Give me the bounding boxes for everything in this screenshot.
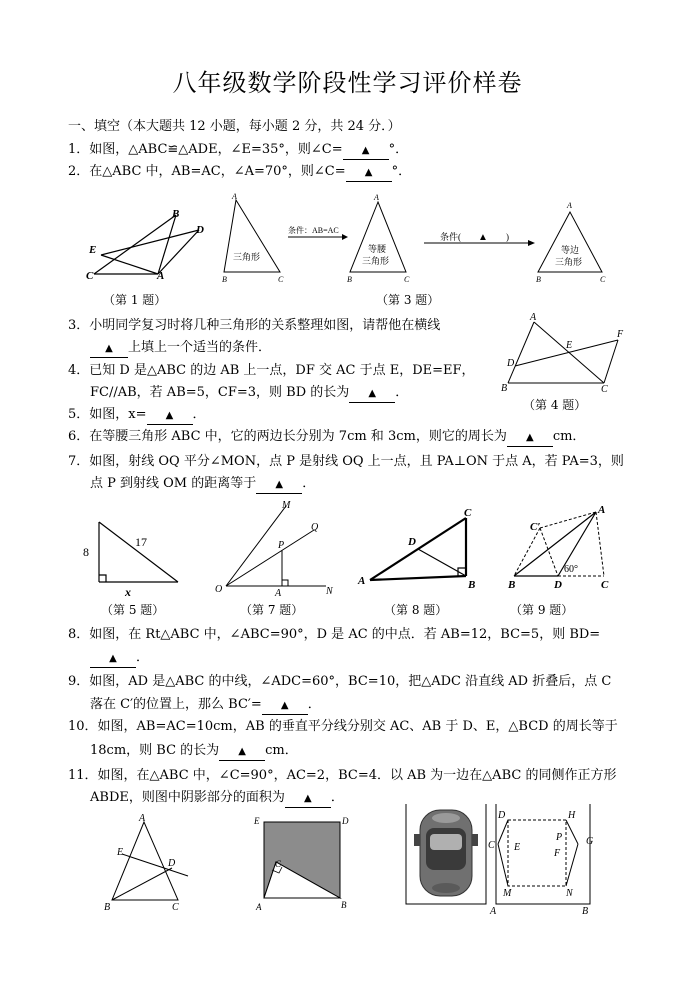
q3-tail: 上填上一个适当的条件． bbox=[128, 340, 272, 355]
question-11-line2 bbox=[90, 789, 344, 808]
fig10-label-A: A bbox=[139, 813, 146, 824]
q6-blank bbox=[507, 428, 553, 447]
fig12-label-E: E bbox=[514, 842, 521, 853]
fig11-label-D: D bbox=[342, 816, 349, 826]
fig10-label-D: D bbox=[168, 858, 176, 869]
q9-tail: ． bbox=[307, 697, 321, 712]
figure-5 bbox=[80, 512, 185, 600]
caption-fig9: （第 9 题） bbox=[510, 603, 574, 617]
q5-blank bbox=[147, 406, 193, 425]
q6-marker: ▲ bbox=[525, 432, 534, 443]
figure-7 bbox=[210, 498, 350, 600]
question-9-line2 bbox=[90, 696, 321, 715]
fig1-label-E: E bbox=[89, 244, 97, 256]
fig4-label-A: A bbox=[530, 312, 537, 323]
question-11-line1: 11．如图，在△ABC 中，∠C=90°，AC=2，BC=4．以 AB 为一边在△ABC 的同侧作正方形 bbox=[68, 768, 617, 783]
fig3-box1-label: 三角形 bbox=[233, 252, 261, 262]
fig12-label-D: D bbox=[498, 810, 506, 821]
fig10-label-C: C bbox=[172, 902, 179, 913]
fig1-label-D: D bbox=[196, 224, 204, 236]
question-3-line2 bbox=[90, 339, 271, 358]
fig3-label-C3: C bbox=[600, 275, 606, 284]
fig3-label-B1: B bbox=[222, 275, 227, 284]
figure-1 bbox=[84, 200, 214, 288]
q1-marker: ▲ bbox=[361, 145, 370, 156]
fig8-label-B: B bbox=[468, 579, 476, 591]
q3-marker: ▲ bbox=[105, 343, 113, 354]
caption-fig7: （第 7 题） bbox=[240, 603, 304, 617]
fig3-condition-2: 条件( bbox=[440, 232, 461, 242]
figure-11 bbox=[250, 812, 352, 914]
q11-blank bbox=[285, 789, 331, 808]
fig3-box2-line1: 等腰 bbox=[368, 244, 387, 254]
fig8-label-C: C bbox=[464, 507, 472, 519]
fig12-label-H: H bbox=[568, 810, 576, 821]
q2-marker: ▲ bbox=[364, 167, 373, 178]
fig12-label-A: A bbox=[490, 906, 497, 916]
q4-tail: ． bbox=[395, 385, 409, 400]
fig3-label-A2: A bbox=[374, 193, 379, 202]
fig3-label-C1: C bbox=[278, 275, 284, 284]
question-4-line1: 4．已知 D 是△ABC 的边 AB 上一点，DF 交 AC 于点 E，DE=EF， bbox=[68, 363, 475, 378]
fig1-label-A: A bbox=[157, 270, 165, 282]
q5-tail: ． bbox=[192, 407, 206, 422]
fig4-label-C: C bbox=[601, 384, 608, 392]
fig3-box3-line1: 等边 bbox=[561, 245, 580, 255]
q10-tail: cm． bbox=[265, 743, 298, 758]
q9-text: 落在 C′的位置上，那么 BC′= bbox=[90, 697, 262, 712]
q10-blank bbox=[219, 742, 265, 761]
caption-fig4: （第 4 题） bbox=[523, 398, 587, 412]
fig7-label-A: A bbox=[275, 588, 282, 599]
q2-text: 2．在△ABC 中，AB=AC，∠A=70°，则∠C= bbox=[68, 164, 346, 179]
q2-blank bbox=[346, 163, 392, 182]
question-6 bbox=[68, 428, 585, 447]
fig3-condition-2-close: ) bbox=[506, 232, 509, 242]
q8-tail: ． bbox=[136, 650, 150, 665]
q11-tail: ． bbox=[330, 790, 344, 805]
fig5-label-leg: 8 bbox=[83, 545, 89, 559]
question-4-line2 bbox=[90, 384, 408, 403]
fig3-label-B2: B bbox=[347, 275, 352, 284]
fig3-condition-1: 条件：AB=AC bbox=[288, 226, 339, 235]
fig12-label-M: M bbox=[503, 888, 512, 899]
q2-tail: °． bbox=[391, 164, 412, 179]
q9-marker: ▲ bbox=[280, 700, 289, 711]
fig11-label-A: A bbox=[256, 902, 262, 912]
fig4-label-E: E bbox=[566, 340, 573, 351]
q10-marker: ▲ bbox=[238, 746, 246, 757]
section-heading: 一、填空（本大题共 12 小题，每小题 2 分，共 24 分．） bbox=[68, 119, 401, 134]
q8-marker: ▲ bbox=[109, 653, 117, 664]
fig12-label-N: N bbox=[566, 888, 573, 899]
fig3-box2-line2: 三角形 bbox=[362, 256, 390, 266]
fig1-label-C: C bbox=[86, 270, 94, 282]
q8-blank bbox=[90, 649, 136, 668]
question-10-line1: 10．如图，AB=AC=10cm，AB 的垂直平分线分别交 AC、AB 于 D、E，△BCD 的周长等于 bbox=[68, 719, 618, 734]
q5-text: 5．如图，x= bbox=[68, 407, 147, 422]
page-title: 八年级数学阶段性学习评价样卷 bbox=[172, 69, 523, 97]
q6-tail: cm． bbox=[552, 429, 586, 444]
question-8-line1: 8．如图，在 Rt△ABC 中，∠ABC=90°，D 是 AC 的中点．若 AB=12，BC=5，则 BD= bbox=[68, 627, 601, 642]
q7-marker: ▲ bbox=[275, 479, 284, 490]
q3-blank bbox=[90, 339, 128, 358]
fig9-label-A: A bbox=[598, 504, 606, 516]
fig10-label-B: B bbox=[104, 902, 111, 913]
q4-text: FC//AB，若 AB=5，CF=3，则 BD 的长为 bbox=[90, 385, 350, 400]
fig3-label-A3: A bbox=[567, 201, 572, 210]
caption-fig3: （第 3 题） bbox=[376, 293, 440, 307]
fig7-label-P: P bbox=[278, 540, 285, 551]
fig12-label-B: B bbox=[582, 906, 589, 916]
q10-text: 18cm，则 BC 的长为 bbox=[90, 743, 220, 758]
q11-text: ABDE，则图中阴影部分的面积为 bbox=[90, 790, 285, 805]
fig5-label-hypotenuse: 17 bbox=[135, 535, 147, 549]
q1-tail: °． bbox=[388, 142, 409, 157]
question-3-line1: 3．小明同学复习时将几种三角形的关系整理如图，请帮他在横线 bbox=[68, 318, 441, 333]
fig4-label-F: F bbox=[617, 329, 624, 340]
q7-text: 点 P 到射线 OM 的距离等于 bbox=[90, 476, 257, 491]
fig4-label-B: B bbox=[501, 383, 508, 392]
fig9-label-D: D bbox=[554, 579, 562, 591]
figure-9 bbox=[504, 500, 616, 600]
q9-blank bbox=[262, 696, 308, 715]
fig9-label-Cprime: C′ bbox=[530, 521, 541, 533]
q7-blank bbox=[256, 475, 302, 494]
q4-blank bbox=[349, 384, 395, 403]
fig9-label-C: C bbox=[601, 579, 609, 591]
fig7-label-N: N bbox=[326, 586, 333, 597]
question-7-line2 bbox=[90, 475, 315, 494]
q5-marker: ▲ bbox=[165, 410, 174, 421]
fig12-label-F: F bbox=[554, 848, 561, 859]
q7-tail: ． bbox=[302, 476, 316, 491]
fig11-label-B: B bbox=[341, 900, 347, 910]
fig11-label-E: E bbox=[254, 816, 260, 826]
q1-blank bbox=[343, 141, 389, 160]
question-7-line1: 7．如图，射线 OQ 平分∠MON，点 P 是射线 OQ 上一点，且 PA⊥ON 于点 A，若 PA=3，则 bbox=[68, 454, 624, 469]
q6-text: 6．在等腰三角形 ABC 中，它的两边长分别为 7cm 和 3cm，则它的周长为 bbox=[68, 429, 507, 444]
figure-8 bbox=[354, 506, 489, 600]
q1-text: 1．如图，△ABC≌△ADE，∠E=35°，则∠C= bbox=[68, 142, 343, 157]
figure-4 bbox=[498, 310, 632, 392]
question-5 bbox=[68, 406, 206, 425]
fig10-label-E: E bbox=[117, 847, 124, 858]
fig12-label-C: C bbox=[488, 840, 495, 851]
fig12-label-P: P bbox=[556, 832, 563, 843]
fig7-label-M: M bbox=[282, 500, 291, 511]
car-illustration bbox=[406, 804, 486, 904]
fig1-label-B: B bbox=[172, 208, 180, 220]
fig5-label-x: x bbox=[125, 585, 131, 599]
fig7-label-Q: Q bbox=[311, 522, 319, 533]
caption-fig5: （第 5 题） bbox=[101, 603, 165, 617]
figure-3 bbox=[222, 190, 622, 292]
q4-marker: ▲ bbox=[368, 388, 377, 399]
question-8-line2 bbox=[90, 649, 149, 668]
fig11-label-C: C bbox=[275, 859, 282, 869]
fig8-label-A: A bbox=[358, 575, 366, 587]
question-10-line2 bbox=[90, 742, 298, 761]
fig12-label-G: G bbox=[586, 836, 594, 847]
figure-12 bbox=[400, 798, 608, 916]
fig7-label-O: O bbox=[215, 584, 223, 595]
fig3-marker: ▲ bbox=[478, 232, 488, 243]
fig9-angle-label: 60° bbox=[564, 564, 578, 575]
question-9-line1: 9．如图，AD 是△ABC 的中线，∠ADC=60°，BC=10，把△ADC 沿直线 AD 折叠后，点 C bbox=[68, 674, 612, 689]
q11-marker: ▲ bbox=[304, 793, 312, 804]
caption-fig8: （第 8 题） bbox=[384, 603, 448, 617]
fig9-label-B: B bbox=[508, 579, 516, 591]
figure-10 bbox=[100, 812, 192, 914]
fig3-label-B3: B bbox=[536, 275, 541, 284]
fig8-label-D: D bbox=[408, 536, 416, 548]
fig3-box3-line2: 三角形 bbox=[555, 257, 583, 267]
fig3-label-A1: A bbox=[232, 192, 237, 201]
question-2 bbox=[68, 163, 411, 182]
question-1 bbox=[68, 141, 408, 160]
fig3-label-C2: C bbox=[404, 275, 410, 284]
fig4-label-D: D bbox=[507, 358, 515, 369]
caption-fig1: （第 1 题） bbox=[103, 293, 167, 307]
